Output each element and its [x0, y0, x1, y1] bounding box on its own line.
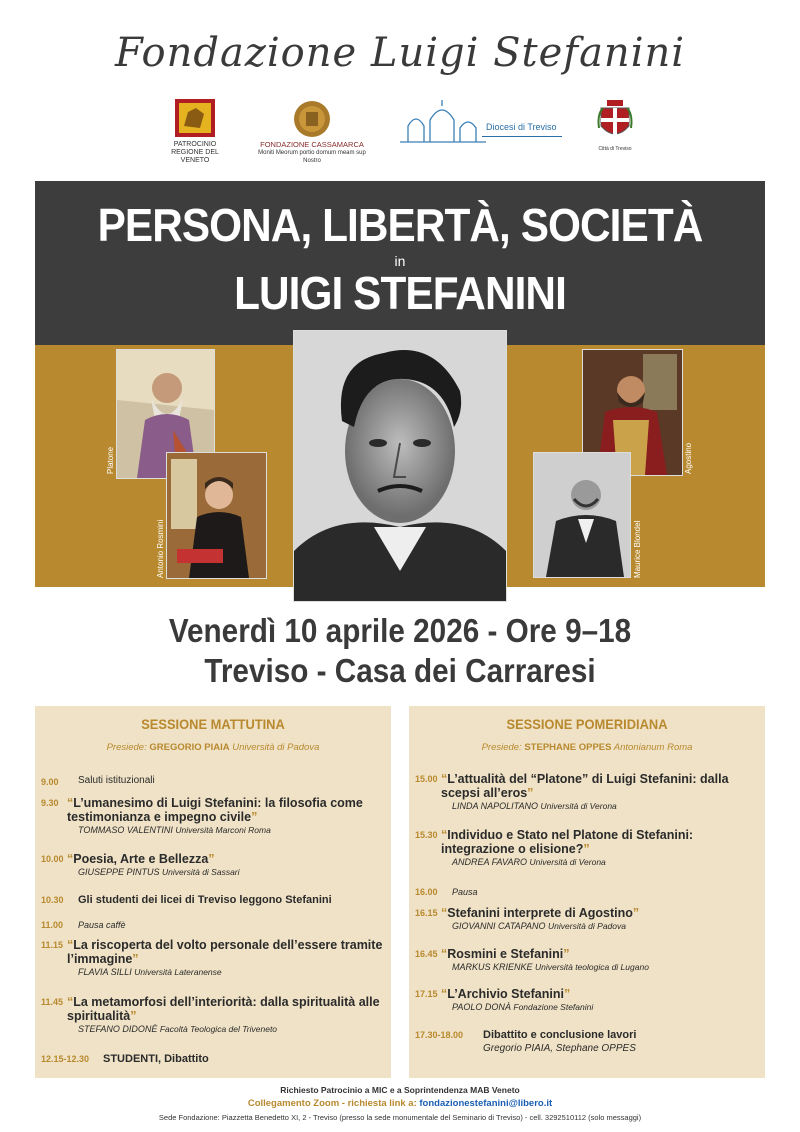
agenda-item: 11.00 Pausa caffè [41, 920, 126, 930]
morning-chair: Presiede: GREGORIO PIAIA Università di Padova [106, 742, 320, 753]
agenda-item: 9.00 Saluti istituzionali [41, 775, 155, 787]
treviso-coat-of-arms-icon [597, 98, 633, 142]
morning-session-title: SESSIONE MATTUTINA [141, 716, 285, 732]
agenda-item: 15.00 “L’attualità del “Platone” di Luigi Stefanini: dalla scepsi all’eros” LINDA NAPOLITANO Università di Verona [415, 772, 729, 811]
event-venue: Treviso - Casa dei Carraresi [204, 652, 596, 689]
comune-treviso-logo: Città di Treviso [590, 98, 640, 153]
address-note: Sede Fondazione: Piazzetta Benedetto XI, 2 - Treviso (presso la sede monumentale del Seminario di Treviso) - cell. 3292510112 (solo messaggi) [158, 1113, 642, 1122]
event-date: Venerdì 10 aprile 2026 - Ore 9–18 [168, 612, 632, 649]
event-title-line2: LUIGI STEFANINI [234, 267, 566, 319]
agenda-item: 9.30 “L’umanesimo di Luigi Stefanini: la filosofia come testimonianza e impegno civile” TOMMASO VALENTINI Università Marconi Roma [41, 796, 363, 835]
morning-session-panel [35, 706, 391, 1078]
patronage-note: Richiesto Patrocinio a MIC e a Soprintendenza MAB Veneto [280, 1085, 520, 1095]
rosmini-portrait [167, 453, 266, 578]
agenda-item: 15.30 “Individuo e Stato nel Platone di Stefanini: integrazione o elisione?” ANDREA FAVARO Università di Verona [415, 828, 694, 867]
lion-of-venice-icon [174, 98, 216, 138]
cathedral-domes-icon [398, 98, 488, 144]
agenda-item: 16.15 “Stefanini interprete di Agostino” GIOVANNI CATAPANO Università di Padova [415, 906, 640, 931]
agenda-item: 17.30-18.00 Dibattito e conclusione lavori Gregorio PIAIA, Stephane OPPES [415, 1029, 637, 1054]
agenda-item: 16.00 Pausa [415, 887, 478, 897]
agenda-item: 12.15-12.30 STUDENTI, Dibattito [41, 1053, 209, 1065]
event-title-in: in [394, 253, 406, 269]
afternoon-session-title: SESSIONE POMERIDIANA [506, 716, 668, 732]
foundation-name: Fondazione Luigi Stefanini [114, 30, 686, 76]
rosmini-caption: Antonio Rosmini [156, 519, 165, 578]
platone-caption: Platone [106, 446, 115, 474]
cassamarca-seal-icon [293, 100, 331, 138]
agenda-item: 17.15 “L’Archivio Stefanini” PAOLO DONÀ Fondazione Stefanini [415, 987, 594, 1012]
diocesi-logo: Diocesi di Treviso [398, 98, 568, 146]
zoom-note: Collegamento Zoom - richiesta link a: fondazionestefanini@libero.it [247, 1098, 553, 1109]
afternoon-session-panel [409, 706, 765, 1078]
agenda-item: 10.30 Gli studenti dei licei di Treviso leggono Stefanini [41, 894, 332, 906]
regione-veneto-logo: PATROCINIO REGIONE DEL VENETO [160, 98, 230, 165]
cassamarca-logo: FONDAZIONE CASSAMARCA Moniti Meorum portio domum meam sup Nostro [252, 100, 372, 165]
agenda-item: 10.00 “Poesia, Arte e Bellezza” GIUSEPPE PINTUS Università di Sassari [41, 852, 240, 877]
agostino-caption: Agostino [684, 442, 693, 474]
agenda-item: 11.45 “La metamorfosi dell’interiorità: dalla spiritualità alle spiritualità” STEFANO DIDONÈ Facoltà Teologica del Triveneto [41, 995, 380, 1034]
blondel-caption: Maurice Blondel [633, 520, 642, 578]
agenda-item: 16.45 “Rosmini e Stefanini” MARKUS KRIENKE Università teologica di Lugano [415, 947, 649, 972]
agenda-item: 11.15 “La riscoperta del volto personale dell’essere tramite l’immagine” FLAVIA SILLI Università Lateranense [41, 938, 383, 977]
event-title-line1: PERSONA, LIBERTÀ, SOCIETÀ [97, 199, 703, 251]
luigi-stefanini-portrait [294, 331, 506, 601]
blondel-portrait [534, 453, 630, 577]
afternoon-chair: Presiede: STEPHANE OPPES Antonianum Roma [481, 742, 693, 753]
email-link[interactable]: fondazionestefanini@libero.it [419, 1098, 553, 1109]
